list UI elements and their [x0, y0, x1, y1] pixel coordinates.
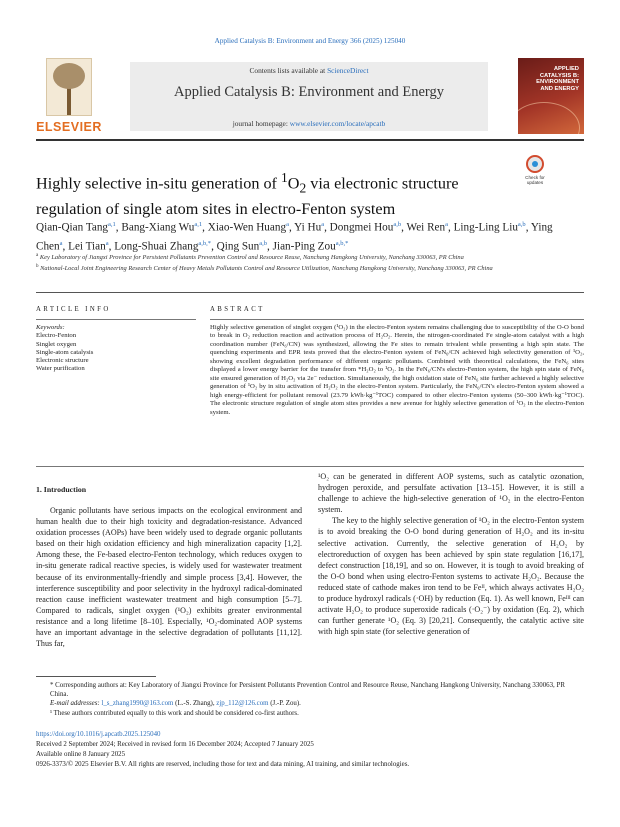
header-divider	[36, 139, 584, 141]
author-separator: ,	[401, 221, 407, 234]
keyword: Electronic structure	[36, 357, 89, 365]
co-first-author-note: ¹ These authors contributed equally to this work and should be considered co-first authors.	[50, 709, 299, 717]
affiliation-text: National-Local Joint Engineering Research Center of Heavy Metals Pollutants Control and Resource Utilization, Nanchang Hangkong University, Nanchang 330063, PR China	[40, 265, 493, 273]
affiliation	[36, 252, 584, 263]
affiliation-text: Key Laboratory of Jiangxi Province for Persistent Pollutants Prevention Control and Resource Reuse, Nanchang Hangkong University, Nanchang 330063, PR China	[39, 254, 464, 262]
doi-link[interactable]: https://doi.org/10.1016/j.apcatb.2025.125040	[36, 731, 161, 738]
abstract-text: Highly selective generation of singlet oxygen (¹O₂) in the electro-Fenton system remains challenging due to susceptibility of the O-O bond to break in O₂ reduction reaction and activation process of H₂O₂. Herein, the nitrogen-coordinated Fe single-atom catalyst with a high coordination number (FeN₆/CN) was synthesized, allowing the Fe sites to remain trivalent while presenting a high spin state. The quenching experiments and EPR tests proved that the electro-Fenton system of FeN₆/CN achieved high selectivity generation of ¹O₂, showing excellent degradation performance of different organic pollutants. Combined with theoretical calculations, the FeN₆ sites displayed a lower energy barrier for the transfer from *H₂O₂ to ¹O₂. In the FeN₆/CN's electro-Fenton system, the high spin state of FeN₆ site ensured generation of H₂O₂ via 2e⁻ reduction. Simultaneously, the high oxidation state of FeN₆ site further achieved a highly selective generation of ¹O₂ by in situ activation of H₂O₂ in the electro-Fenton system. Particularly, the FeN₆/CN's electro-Fenton system showed a high energy-efficient for pollutant removal (23.79 kWh·kg⁻¹TOC) compared to other electro-Fenton systems (50–300 kWh·kg⁻¹TOC). The electronic structure regulation of single atom sites provides a new avenue for highly selective generation of ¹O₂ in the electro-Fenton system.	[210, 324, 584, 416]
author-list	[36, 217, 584, 254]
affiliation-marker: b	[36, 263, 39, 269]
updates-icon	[526, 155, 544, 173]
affiliation	[36, 263, 584, 274]
abstract-heading: ABSTRACT	[210, 306, 265, 313]
publisher-name: ELSEVIER	[36, 120, 102, 134]
paper-title: Highly selective in-situ generation of $^1O_2$ via electronic structure regulation of single atom sites in electro-Fenton system	[36, 170, 459, 218]
contents-availability	[130, 66, 488, 75]
article-info-heading: ARTICLE INFO	[36, 306, 111, 313]
author-affiliation-marker[interactable]: a	[321, 221, 325, 228]
author-name[interactable]: Qing Sun	[216, 240, 260, 253]
introduction-right-column	[318, 471, 584, 637]
contents-prefix: Contents lists available at	[249, 66, 328, 75]
author-name[interactable]: Lei Tian	[68, 240, 106, 253]
author-affiliation-marker[interactable]: a,b,*	[198, 239, 212, 247]
author-separator: ,	[267, 240, 273, 253]
author-name[interactable]: Yi Hu	[294, 221, 322, 234]
journal-homepage	[130, 119, 488, 128]
author-affiliation-marker[interactable]: a	[105, 239, 109, 247]
corresponding-author-note: * Corresponding authors at: Key Laboratory of Jiangxi Province for Persistent Pollutants Prevention Control and Resource Reuse, Nanchang Hangkong University, Nanchang 330063, PR China.	[50, 682, 565, 699]
email-addresses: E-mail addresses: l_s_zhang1990@163.com (L.-S. Zhang), zjp_112@126.com (J.-P. Zou).	[50, 700, 301, 708]
author-separator: ,	[288, 221, 295, 234]
journal-reference-link[interactable]: Applied Catalysis B: Environment and Energy 366 (2025) 125040	[214, 37, 406, 45]
author-affiliation-marker[interactable]: a,1	[194, 221, 203, 228]
author-separator: ,	[324, 221, 330, 234]
keyword: Singlet oxygen	[36, 340, 77, 348]
journal-title: Applied Catalysis B: Environment and Energy	[174, 84, 444, 100]
abstract-divider	[210, 319, 584, 320]
received-dates: Received 2 September 2024; Received in revised form 16 December 2024; Accepted 7 January 2025	[36, 741, 314, 748]
author-affiliation-marker[interactable]: a,b	[259, 239, 268, 247]
keyword: Water purification	[36, 365, 85, 373]
author-name[interactable]: Xiao-Wen Huang	[207, 221, 287, 234]
author-name[interactable]: Wei Ren	[406, 221, 446, 234]
email-link[interactable]: l_s_zhang1990@163.com	[101, 700, 174, 708]
elsevier-logo[interactable]	[36, 58, 102, 134]
section-divider	[36, 292, 584, 293]
intro-paragraph: ¹O₂ can be generated in different AOP systems, such as catalytic ozonation, hydrogen peroxide, and persulfate activation [13–15]. However, it is still a challenge to achieve the high-selective generation of ¹O₂ in the electro-Fenton system.	[318, 472, 584, 515]
author-affiliation-marker[interactable]: a,b	[517, 221, 526, 228]
author-name[interactable]: Jian-Ping Zou	[272, 240, 336, 253]
email-link[interactable]: zjp_112@126.com	[216, 700, 269, 708]
author-separator: ,	[115, 221, 122, 234]
article-info-divider	[36, 319, 196, 320]
section-divider-bottom	[36, 466, 584, 467]
keywords-list	[36, 324, 196, 374]
author-name[interactable]: Bang-Xiang Wu	[121, 221, 195, 234]
journal-cover-image[interactable]	[518, 58, 584, 134]
introduction-heading: 1. Introduction	[36, 485, 87, 494]
author-separator: ,	[62, 240, 69, 253]
sciencedirect-link[interactable]: ScienceDirect	[327, 66, 369, 75]
author-name[interactable]: Long-Shuai Zhang	[114, 240, 199, 253]
author-affiliation-marker[interactable]: a	[445, 221, 448, 228]
check-for-updates-button[interactable]	[522, 155, 548, 185]
author-name[interactable]: Dongmei Hou	[329, 221, 394, 234]
author-affiliation-marker[interactable]: a	[59, 239, 63, 247]
author-separator: ,	[211, 240, 217, 253]
footnotes	[36, 681, 584, 718]
copyright-notice: 0926-3373/© 2025 Elsevier B.V. All rights are reserved, including those for text and data mining, AI training, and similar technologies.	[36, 761, 410, 768]
author-affiliation-marker[interactable]: a	[286, 221, 289, 228]
keywords-label: Keywords:	[36, 324, 65, 331]
homepage-link[interactable]: www.elsevier.com/locate/apcatb	[289, 119, 386, 128]
updates-label: Check for updates	[525, 175, 545, 185]
author-name[interactable]: Ling-Ling Liu	[453, 221, 518, 234]
cover-title: APPLIED CATALYSIS B: ENVIRONMENT AND ENERGY	[536, 66, 579, 92]
author-separator: ,	[108, 240, 115, 253]
homepage-prefix: journal homepage:	[232, 119, 290, 128]
author-affiliation-marker[interactable]: a,b,*	[335, 239, 349, 247]
keyword: Single-atom catalysis	[36, 348, 94, 356]
footnote-divider	[36, 676, 156, 677]
affiliation-marker: a	[36, 253, 39, 258]
author-separator: ,	[525, 221, 531, 234]
affiliation-list	[36, 252, 584, 274]
keyword: Electro-Fenton	[36, 332, 77, 340]
author-name[interactable]: Qian-Qian Tang	[36, 221, 109, 234]
author-name[interactable]: Ying Chen	[36, 221, 553, 253]
author-affiliation-marker[interactable]: a,1	[108, 221, 116, 228]
available-online-date: Available online 8 January 2025	[36, 751, 126, 758]
intro-paragraph: The key to the highly selective generation of ¹O₂ in the electro-Fenton system is to avoid breaking the O-O bond during generation of H₂O₂ and its in-situ selective activation. Currently, the selective generation of H₂O₂ by electroreduction of oxygen has been achieved by spin state regulation [16,17], defect construction [18,19], and so on. However, it is tough to avoid breaking of the O-O bond when using electro-Fenton systems to activate H₂O₂. Because the reduced state of cathode makes iron tend to be Feᴵᴵ, which always activates H₂O₂ to produce hydroxyl radicals (·OH) by reduction (Eq. 1). As well known, Feᴵᴵᴵ can activate H₂O₂ to produce superoxide radicals (·O₂⁻) by oxidation (Eq. 2), which can further generate ¹O₂ (Eq. 3) [20,21]. Consequently, the catalytic active site with high spin state (for selective generation of	[318, 516, 584, 637]
introduction-left-column: Organic pollutants have serious impacts on the ecological environment and human health due to their high toxicity and degradation-resistance. Advanced oxidation processes (AOPs) have been widely used to degrade organic pollutants based on their high oxidation efficiency and high mineralization capacity [1,2]. Among these, the Fe-based electro-Fenton technology, which reduces oxygen to in-situ generate radical reactive species, is widely used for wastewater treatment because of its environmentally-friendly and simple process [3,4]. However, the interference susceptibility and poor selectivity in the hydroxyl radical-dominated reaction cause inefficient wastewater treatment and high consumption [5–7]. Compared to radicals, singlet oxygen (¹O₂) exhibits greater environmental resistance and a long lifetime [8–10]. Especially, ¹O₂-dominated AOP systems have an important advantage in the selective degradation of pollutants [11,12]. Thus far,	[36, 506, 302, 649]
author-affiliation-marker[interactable]: a,b	[393, 221, 402, 228]
elsevier-tree-icon	[46, 58, 92, 116]
author-separator: ,	[202, 221, 208, 234]
author-separator: ,	[448, 221, 454, 234]
